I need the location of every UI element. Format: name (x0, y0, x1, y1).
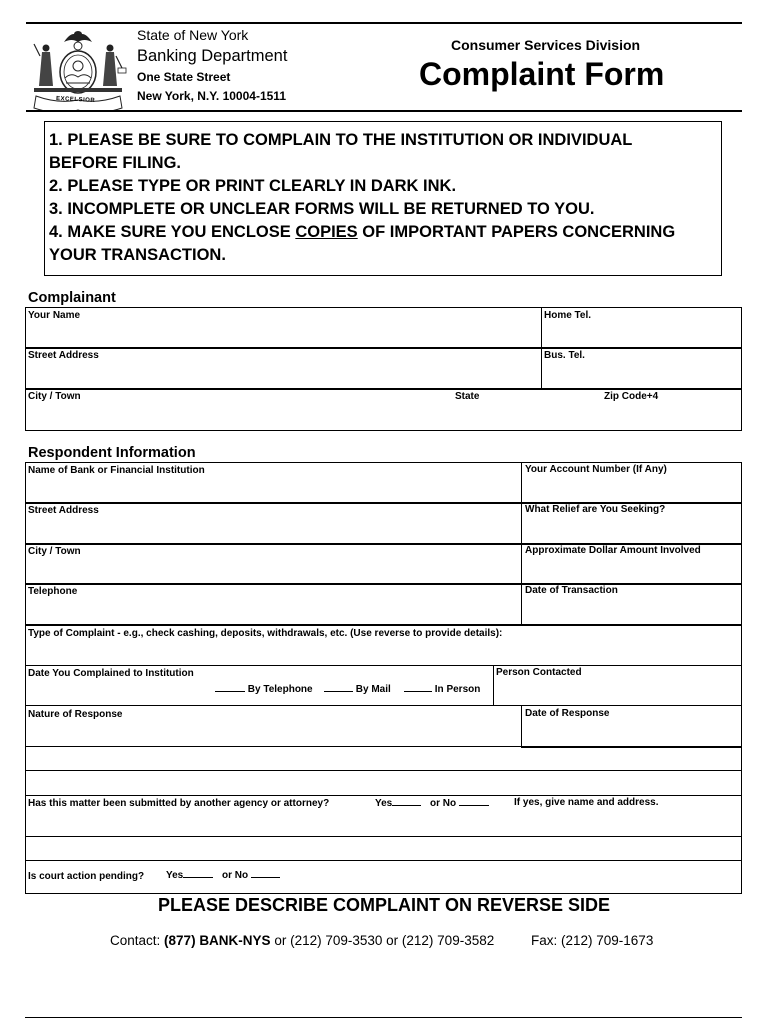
respondent-city-field[interactable] (28, 559, 520, 583)
your-name-field[interactable] (28, 323, 540, 347)
contact-other-phones: or (212) 709-3530 or (212) 709-3582 (270, 933, 495, 948)
complainant-street-label: Street Address (28, 350, 99, 361)
person-contacted-label: Person Contacted (496, 667, 582, 678)
complainant-col-divider (541, 307, 542, 389)
agency-name-field[interactable] (28, 812, 742, 836)
in-person-option[interactable] (404, 684, 480, 695)
bank-name-field[interactable] (28, 478, 520, 502)
complainant-row-divider-2 (25, 388, 742, 390)
seal-motto: EXCELSIOR (55, 95, 96, 105)
instruction-4-pre: 4. MAKE SURE YOU ENCLOSE (49, 223, 296, 241)
home-tel-field[interactable] (544, 323, 742, 347)
instruction-4-copies: COPIES (295, 223, 358, 241)
date-response-field[interactable] (525, 722, 742, 746)
in-person-label: In Person (434, 684, 481, 695)
submitted-no-option[interactable] (430, 798, 489, 809)
state-label: State (455, 391, 480, 402)
complainant-street-field[interactable] (28, 363, 540, 387)
respondent-row-divider-9 (25, 795, 742, 796)
respondent-row-divider-4 (25, 624, 742, 626)
respondent-col-divider-contact (493, 665, 494, 705)
submitted-yes-option[interactable] (375, 798, 421, 809)
respondent-row-divider-7 (25, 746, 522, 747)
date-response-label: Date of Response (525, 708, 610, 719)
state-name: State of New York (137, 27, 249, 43)
department-city: New York, N.Y. 10004-1511 (137, 89, 286, 103)
date-complained-label: Date You Complained to Institution (28, 668, 194, 679)
describe-reverse-notice: PLEASE DESCRIBE COMPLAINT ON REVERSE SIDE (157, 895, 611, 915)
division-name: Consumer Services Division (451, 37, 641, 53)
header-bottom-rule (26, 110, 742, 112)
respondent-row-divider-8 (25, 770, 742, 771)
bank-name-label: Name of Bank or Financial Institution (28, 465, 205, 476)
zip-field[interactable] (604, 404, 742, 428)
respondent-row-divider-10 (25, 836, 742, 837)
instruction-1b: BEFORE FILING. (49, 154, 181, 172)
account-label: Your Account Number (If Any) (525, 464, 667, 475)
nature-response-field[interactable] (28, 722, 520, 746)
department-name: Banking Department (137, 47, 288, 65)
respondent-row-divider-11 (25, 860, 742, 861)
complaint-type-label: Type of Complaint - e.g., check cashing, deposits, withdrawals, etc. (Use reverse to provide details): (28, 628, 503, 639)
respondent-street-field[interactable] (28, 518, 520, 542)
nature-response-line-2[interactable] (28, 749, 742, 770)
agency-address-field[interactable] (28, 838, 742, 860)
account-field[interactable] (525, 478, 742, 502)
court-no-label: or No (222, 870, 249, 881)
respondent-city-label: City / Town (28, 546, 81, 557)
complaint-type-field[interactable] (28, 641, 742, 665)
by-telephone-label: By Telephone (247, 684, 313, 695)
respondent-row-divider-3 (25, 583, 742, 585)
by-mail-label: By Mail (355, 684, 391, 695)
respondent-row-divider-6 (25, 705, 742, 706)
date-response-bottom (521, 746, 742, 748)
by-mail-option[interactable] (324, 684, 391, 695)
respondent-row-divider-5 (25, 665, 742, 666)
header-top-rule (26, 22, 742, 24)
respondent-col-divider-response (521, 705, 522, 747)
telephone-label: Telephone (28, 586, 78, 597)
contact-main-phone: (877) BANK-NYS (164, 933, 271, 948)
court-yes-option[interactable] (166, 870, 213, 881)
instruction-1a: 1. PLEASE BE SURE TO COMPLAIN TO THE INSTITUTION OR INDIVIDUAL (49, 131, 633, 149)
if-yes-label: If yes, give name and address. (514, 797, 659, 808)
your-name-label: Your Name (28, 310, 81, 321)
complainant-city-label: City / Town (28, 391, 81, 402)
instruction-4-post: OF IMPORTANT PAPERS CONCERNING (357, 223, 676, 241)
respondent-heading: Respondent Information (28, 445, 196, 461)
instructions-box (44, 121, 722, 276)
instruction-2: 2. PLEASE TYPE OR PRINT CLEARLY IN DARK INK. (49, 177, 457, 195)
department-street: One State Street (137, 70, 231, 84)
by-telephone-option[interactable] (215, 684, 313, 695)
court-no-option[interactable] (222, 870, 280, 881)
amount-field[interactable] (525, 559, 742, 583)
telephone-field[interactable] (28, 599, 520, 623)
date-transaction-label: Date of Transaction (525, 585, 618, 596)
complainant-heading: Complainant (28, 290, 116, 306)
zip-label: Zip Code+4 (604, 391, 659, 402)
respondent-col-divider-upper (521, 462, 522, 624)
fax-number: Fax: (212) 709-1673 (531, 933, 654, 948)
court-yes-label: Yes (166, 870, 184, 881)
amount-label: Approximate Dollar Amount Involved (525, 545, 701, 556)
bus-tel-label: Bus. Tel. (544, 350, 585, 361)
relief-field[interactable] (525, 518, 742, 542)
bus-tel-field[interactable] (544, 363, 742, 387)
date-transaction-field[interactable] (525, 599, 742, 623)
contact-label: Contact: (110, 933, 161, 948)
complainant-city-field[interactable] (28, 404, 452, 428)
bottom-rule (25, 1017, 742, 1018)
instruction-4 (49, 221, 721, 244)
nature-response-line-3[interactable] (28, 773, 742, 794)
page-title: Complaint Form (419, 56, 665, 92)
home-tel-label: Home Tel. (544, 310, 592, 321)
state-field[interactable] (455, 404, 599, 428)
submitted-yes-label: Yes (375, 798, 393, 809)
instruction-3: 3. INCOMPLETE OR UNCLEAR FORMS WILL BE RETURNED TO YOU. (49, 200, 595, 218)
submitted-question: Has this matter been submitted by another agency or attorney? (28, 798, 330, 809)
complainant-row-divider-1 (25, 347, 742, 349)
court-question: Is court action pending? (28, 871, 145, 882)
person-contacted-field[interactable] (496, 681, 742, 705)
instruction-4b: YOUR TRANSACTION. (49, 246, 226, 264)
submitted-no-label: or No (430, 798, 457, 809)
relief-label: What Relief are You Seeking? (525, 504, 666, 515)
respondent-street-label: Street Address (28, 505, 99, 516)
nature-response-label: Nature of Response (28, 709, 123, 720)
contact-line (110, 933, 494, 948)
